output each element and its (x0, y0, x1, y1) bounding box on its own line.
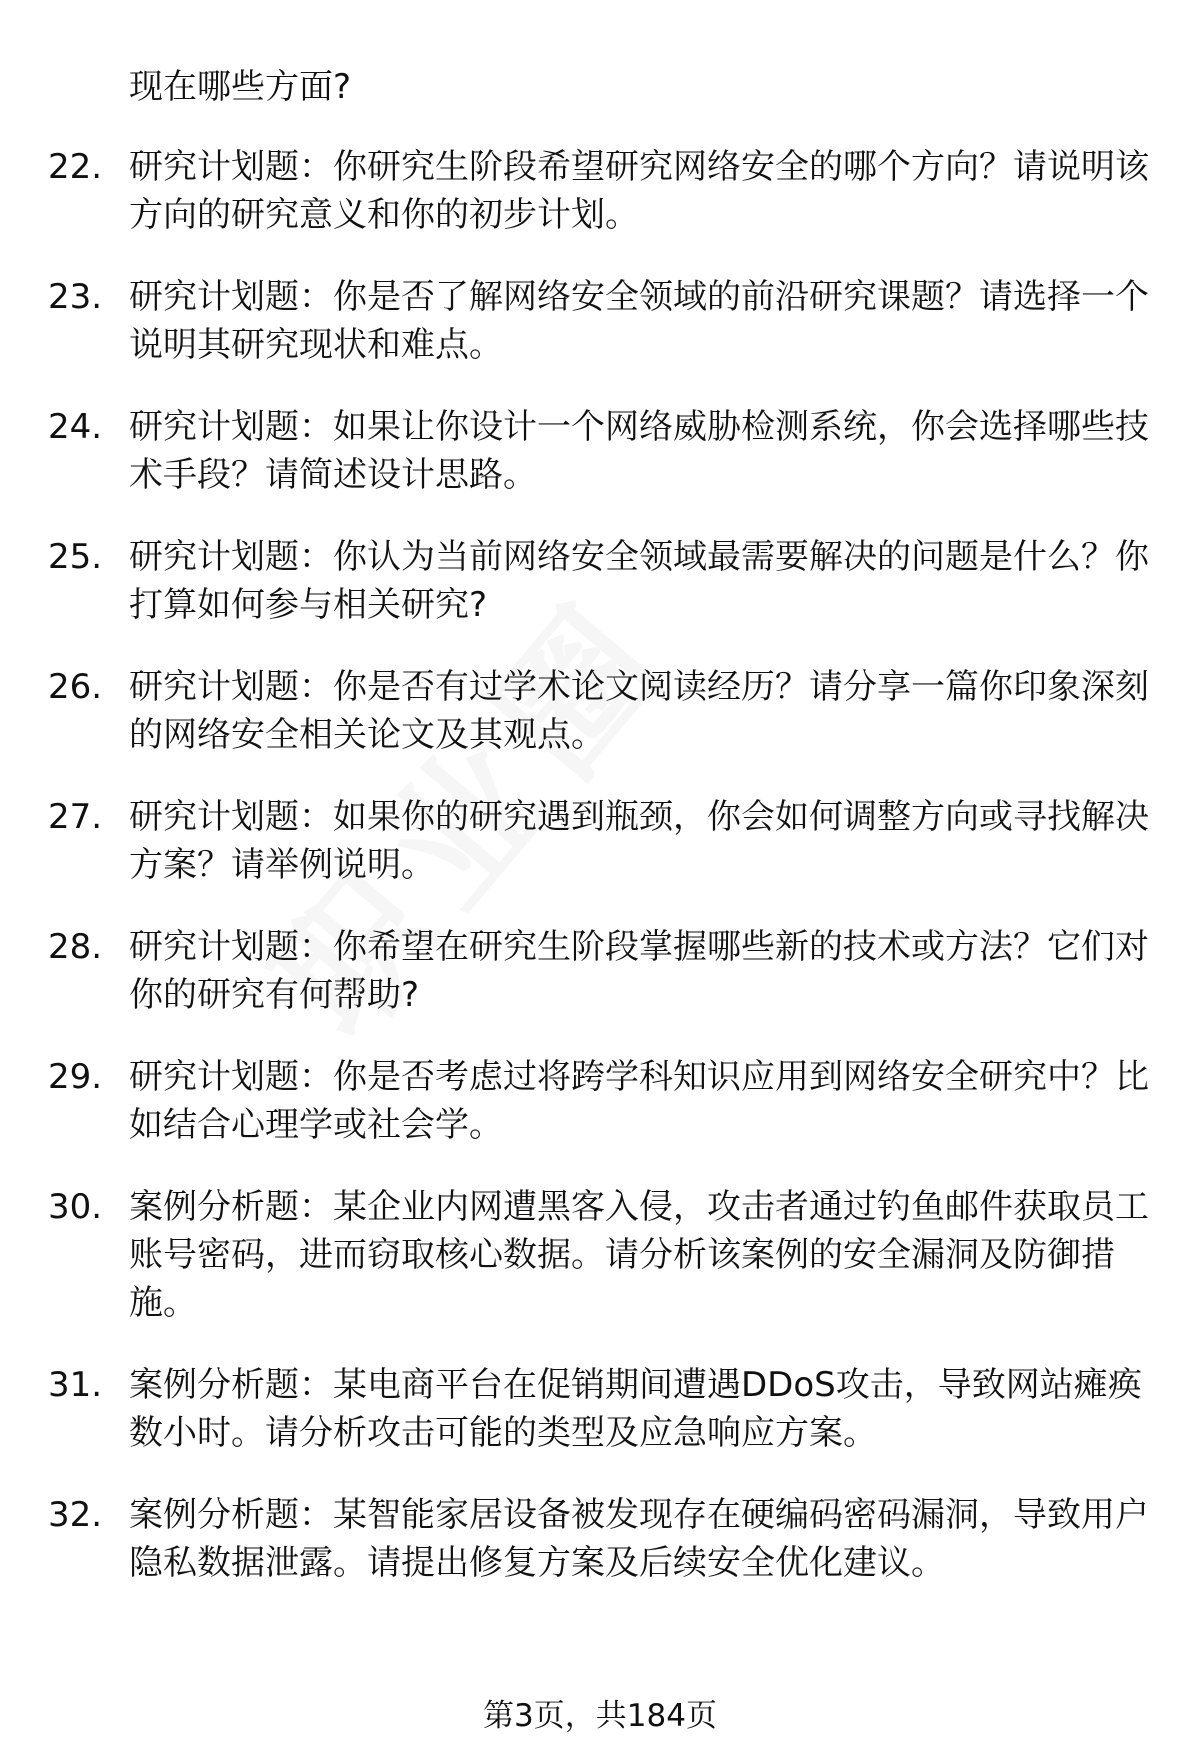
question-number: 31. (48, 1365, 103, 1405)
question-number: 24. (48, 407, 103, 447)
list-item (48, 1361, 1158, 1457)
list-item (48, 1053, 1158, 1149)
question-text: 研究计划题：如果你的研究遇到瓶颈，你会如何调整方向或寻找解决方案？请举例说明。 (129, 797, 1149, 885)
list-item (48, 143, 1158, 239)
question-text: 案例分析题：某企业内网遭黑客入侵，攻击者通过钓鱼邮件获取员工账号密码，进而窃取核心数据。请分析该案例的安全漏洞及防御措施。 (129, 1187, 1149, 1323)
question-number: 25. (48, 537, 103, 577)
list-item (48, 273, 1158, 369)
question-text: 研究计划题：你是否考虑过将跨学科知识应用到网络安全研究中？比如结合心理学或社会学。 (129, 1057, 1149, 1145)
list-item (48, 1183, 1158, 1327)
question-number: 30. (48, 1187, 103, 1227)
question-number: 22. (48, 147, 103, 187)
list-item (48, 923, 1158, 1019)
question-text: 研究计划题：如果让你设计一个网络威胁检测系统，你会选择哪些技术手段？请简述设计思路。 (129, 407, 1149, 495)
question-number: 28. (48, 927, 103, 967)
list-item (48, 663, 1158, 759)
list-item (48, 403, 1158, 499)
question-text: 研究计划题：你希望在研究生阶段掌握哪些新的技术或方法？它们对你的研究有何帮助? (129, 927, 1149, 1015)
question-number: 27. (48, 797, 103, 837)
question-text: 案例分析题：某电商平台在促销期间遭遇DDoS攻击，导致网站瘫痪数小时。请分析攻击可能的类型及应急响应方案。 (129, 1365, 1142, 1453)
question-text: 研究计划题：你认为当前网络安全领域最需要解决的问题是什么？你打算如何参与相关研究? (129, 537, 1149, 625)
page-footer: 第3页，共184页 (483, 1698, 717, 1734)
question-text: 研究计划题：你是否有过学术论文阅读经历？请分享一篇你印象深刻的网络安全相关论文及其观点。 (129, 667, 1149, 755)
question-text: 研究计划题：你研究生阶段希望研究网络安全的哪个方向？请说明该方向的研究意义和你的初步计划。 (129, 147, 1149, 235)
question-list (48, 143, 1158, 1621)
question-number: 23. (48, 277, 103, 317)
question-number: 32. (48, 1495, 103, 1535)
question-text: 研究计划题：你是否了解网络安全领域的前沿研究课题？请选择一个说明其研究现状和难点。 (129, 277, 1149, 365)
list-item (48, 1491, 1158, 1587)
question-number: 26. (48, 667, 103, 707)
question-text: 案例分析题：某智能家居设备被发现存在硬编码密码漏洞，导致用户隐私数据泄露。请提出修复方案及后续安全优化建议。 (129, 1495, 1149, 1583)
continuation-text: 现在哪些方面? (129, 67, 352, 107)
list-item (48, 793, 1158, 889)
question-number: 29. (48, 1057, 103, 1097)
list-item (48, 533, 1158, 629)
